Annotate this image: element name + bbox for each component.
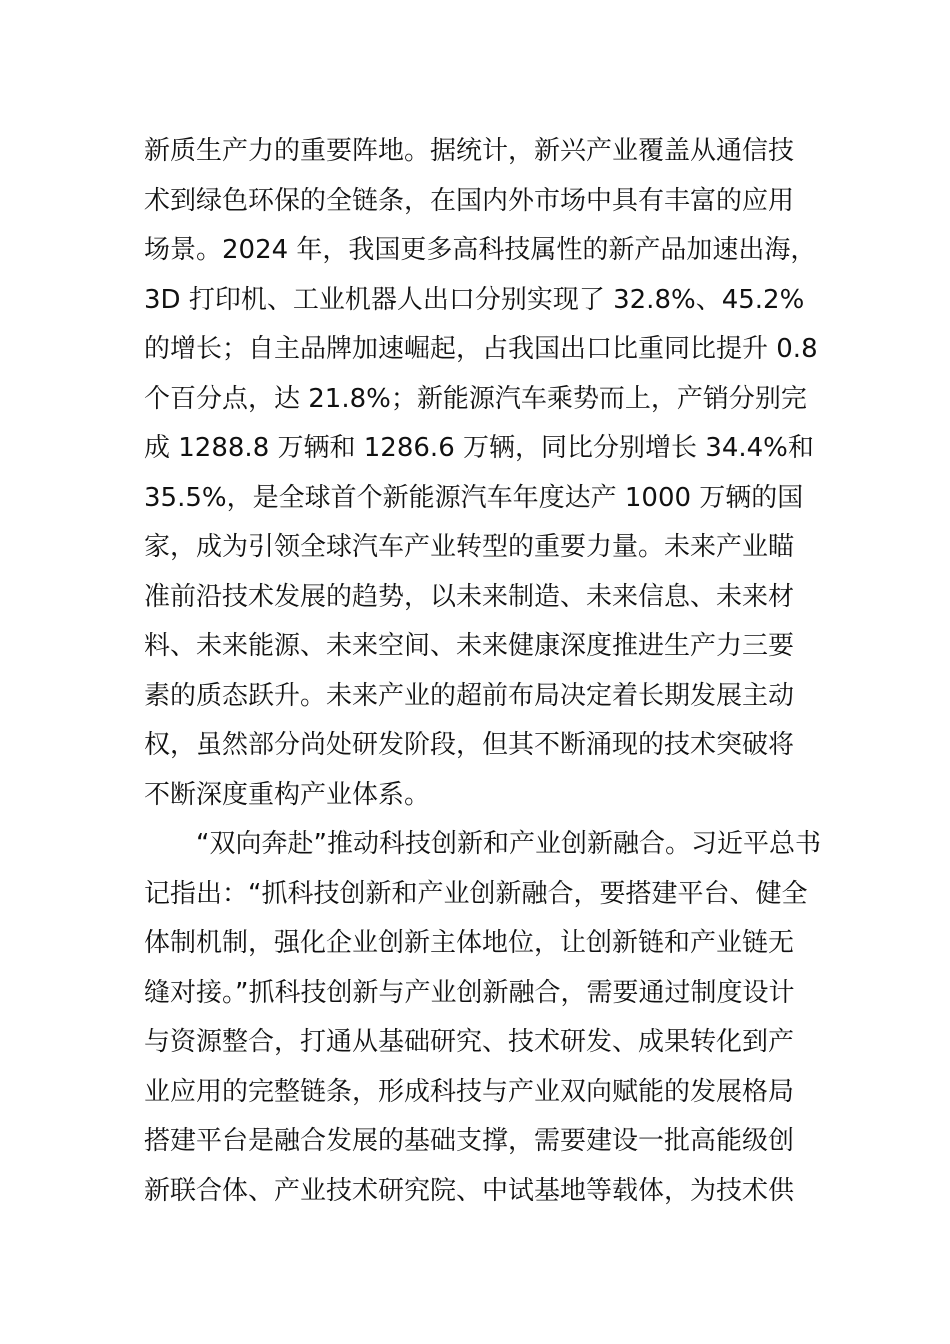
paragraph-start-line: “双向奔赴”推动科技创新和产业创新融合。习近平总书 — [196, 829, 821, 859]
text-line: 不断深度重构产业体系。 — [144, 779, 431, 810]
text-line: 准前沿技术发展的趋势，以未来制造、未来信息、未来材 — [144, 581, 795, 612]
text-line: 搭建平台是融合发展的基础支撑，需要建设一批高能级创 — [144, 1126, 795, 1156]
body-text — [144, 127, 844, 1216]
text-line: 新联合体、产业技术研究院、中试基地等载体，为技术供 — [144, 1175, 795, 1206]
text-line: 与资源整合，打通从基础研究、技术研发、成果转化到产 — [144, 1027, 795, 1057]
text-line: 缝对接。”抓科技创新与产业创新融合，需要通过制度设计 — [144, 977, 795, 1008]
text-line: 料、未来能源、未来空间、未来健康深度推进生产力三要 — [144, 631, 795, 661]
text-line: 体制机制，强化企业创新主体地位，让创新链和产业链无 — [144, 928, 795, 958]
text-line: 成 1288.8 万辆和 1286.6 万辆，同比分别增长 34.4%和 — [144, 433, 814, 463]
text-line: 新质生产力的重要阵地。据统计，新兴产业覆盖从通信技 — [144, 136, 795, 166]
text-line: 3D 打印机、工业机器人出口分别实现了 32.8%、45.2% — [144, 284, 805, 315]
text-line: 术到绿色环保的全链条，在国内外市场中具有丰富的应用 — [144, 185, 795, 216]
text-line: 权，虽然部分尚处研发阶段，但其不断涌现的技术突破将 — [144, 730, 795, 760]
text-line: 记指出：“抓科技创新和产业创新融合，要搭建平台、健全 — [144, 878, 808, 909]
text-line: 个百分点，达 21.8%；新能源汽车乘势而上，产销分别完 — [144, 383, 807, 414]
text-line: 家，成为引领全球汽车产业转型的重要力量。未来产业瞄 — [144, 532, 795, 562]
text-line: 35.5%，是全球首个新能源汽车年度达产 1000 万辆的国 — [144, 482, 804, 513]
text-line: 素的质态跃升。未来产业的超前布局决定着长期发展主动 — [144, 680, 795, 711]
text-line: 业应用的完整链条，形成科技与产业双向赋能的发展格局 — [144, 1076, 795, 1107]
text-line: 场景。2024 年，我国更多高科技属性的新产品加速出海， — [144, 235, 817, 265]
text-line: 的增长；自主品牌加速崛起，占我国出口比重同比提升 0.8 — [144, 334, 818, 364]
